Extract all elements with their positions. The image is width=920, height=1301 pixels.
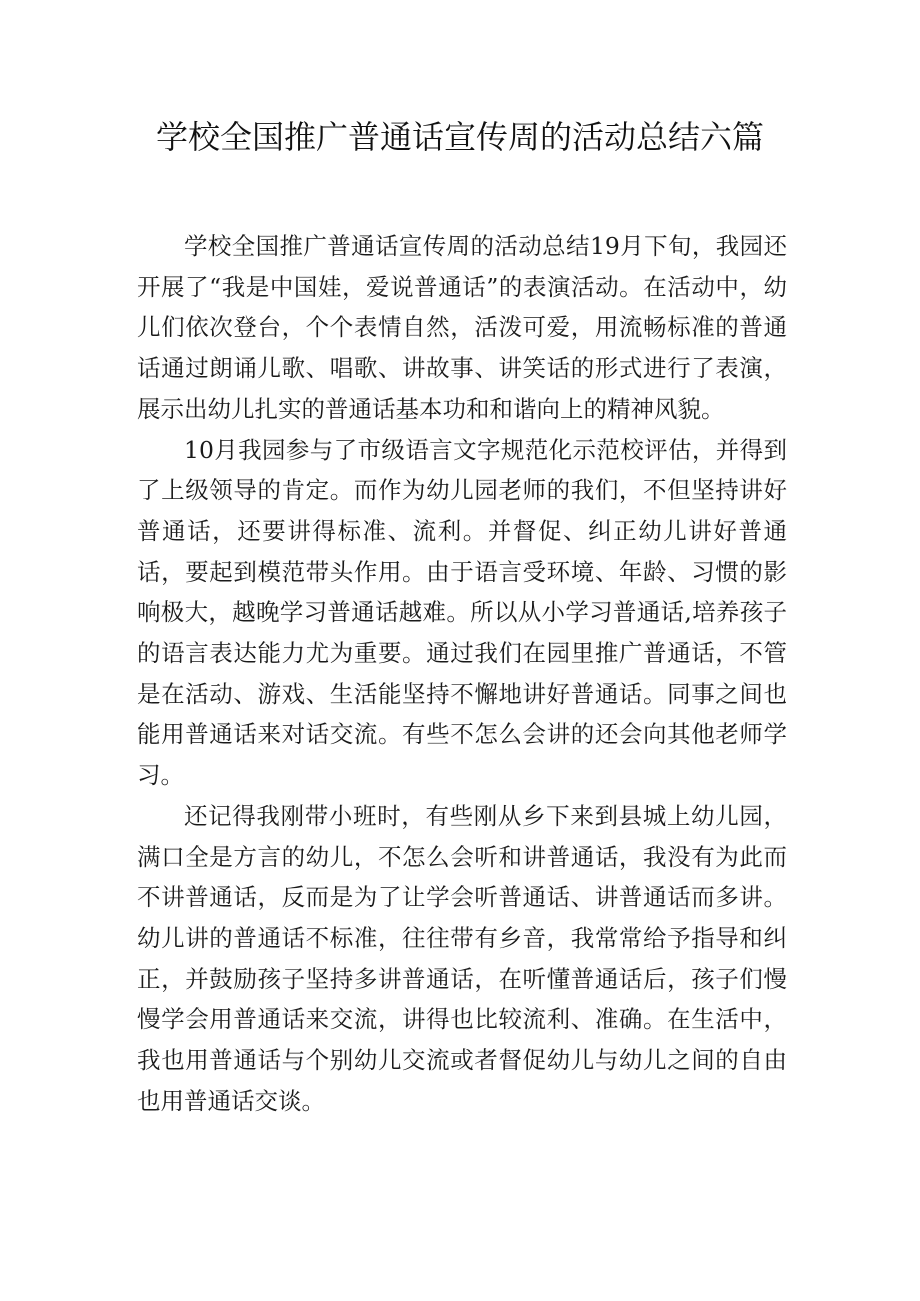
paragraph-3: 还记得我刚带小班时，有些刚从乡下来到县城上幼儿园，满口全是方言的幼儿，不怎么会听和讲普通话，我没有为此而不讲普通话，反而是为了让学会听普通话、讲普通话而多讲。幼儿讲的普通话不标准，往往带有乡音，我常常给予指导和纠正，并鼓励孩子坚持多讲普通话，在听懂普通话后，孩子们慢慢学会用普通话来交流，讲得也比较流利、准确。在生活中，我也用普通话与个别幼儿交流或者督促幼儿与幼儿之间的自由也用普通话交谈。	[137, 801, 787, 1115]
document-body	[137, 226, 787, 1121]
document-title: 学校全国推广普通话宣传周的活动总结六篇	[155, 118, 764, 156]
paragraph-1: 学校全国推广普通话宣传周的活动总结19月下旬，我园还开展了“我是中国娃，爱说普通话”的表演活动。在活动中，幼儿们依次登台，个个表情自然，活泼可爱，用流畅标准的普通话通过朗诵儿歌、唱歌、讲故事、讲笑话的形式进行了表演，展示出幼儿扎实的普通话基本功和和谐向上的精神风貌。	[137, 232, 787, 423]
paragraph-2: 10月我园参与了市级语言文字规范化示范校评估，并得到了上级领导的肯定。而作为幼儿园老师的我们，不但坚持讲好普通话，还要讲得标准、流利。并督促、纠正幼儿讲好普通话，要起到模范带头作用。由于语言受环境、年龄、习惯的影响极大，越晚学习普通话越难。所以从小学习普通话,培养孩子的语言表达能力尤为重要。通过我们在园里推广普通话，不管是在活动、游戏、生活能坚持不懈地讲好普通话。同事之间也能用普通话来对话交流。有些不怎么会讲的还会向其他老师学习。	[137, 435, 787, 790]
